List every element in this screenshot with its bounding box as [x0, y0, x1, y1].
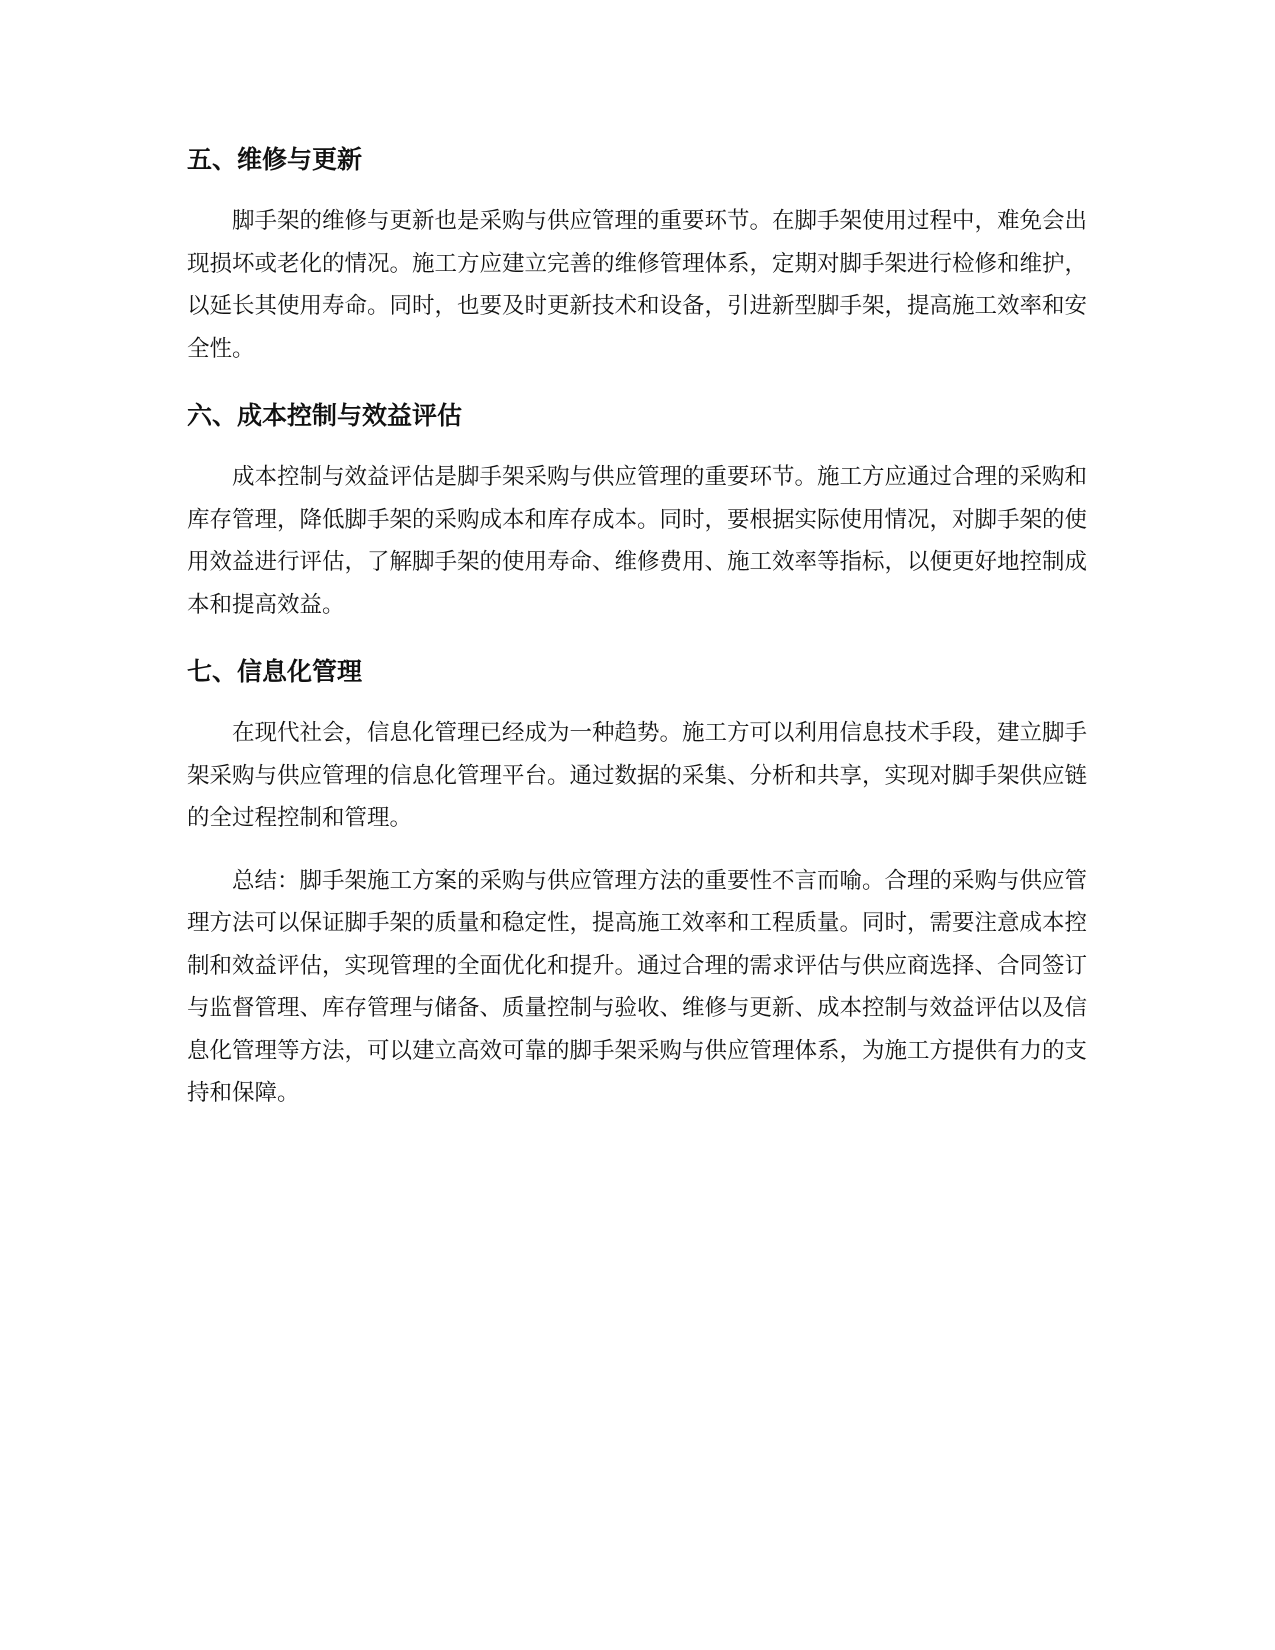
document-body: [187, 140, 1087, 1141]
section-heading-cost-control: 六、成本控制与效益评估: [187, 401, 463, 430]
paragraph-cost-control: 成本控制与效益评估是脚手架采购与供应管理的重要环节。施工方应通过合理的采购和库存管理，降低脚手架的采购成本和库存成本。同时，要根据实际使用情况，对脚手架的使用效益进行评估，了解脚手架的使用寿命、维修费用、施工效率等指标，以便更好地控制成本和提高效益。: [187, 464, 1088, 618]
paragraph-maintenance: 脚手架的维修与更新也是采购与供应管理的重要环节。在脚手架使用过程中，难免会出现损坏或老化的情况。施工方应建立完善的维修管理体系，定期对脚手架进行检修和维护，以延长其使用寿命。同时，也要及时更新技术和设备，引进新型脚手架，提高施工效率和安全性。: [187, 208, 1088, 362]
paragraph-informatization: 在现代社会，信息化管理已经成为一种趋势。施工方可以利用信息技术手段，建立脚手架采购与供应管理的信息化管理平台。通过数据的采集、分析和共享，实现对脚手架供应链的全过程控制和管理。: [187, 720, 1088, 831]
paragraph-summary: 总结：脚手架施工方案的采购与供应管理方法的重要性不言而喻。合理的采购与供应管理方法可以保证脚手架的质量和稳定性，提高施工效率和工程质量。同时，需要注意成本控制和效益评估，实现管理的全面优化和提升。通过合理的需求评估与供应商选择、合同签订与监督管理、库存管理与储备、质量控制与验收、维修与更新、成本控制与效益评估以及信息化管理等方法，可以建立高效可靠的脚手架采购与供应管理体系，为施工方提供有力的支持和保障。: [187, 867, 1088, 1106]
section-heading-informatization: 七、信息化管理: [187, 657, 363, 686]
section-heading-maintenance: 五、维修与更新: [187, 145, 363, 174]
